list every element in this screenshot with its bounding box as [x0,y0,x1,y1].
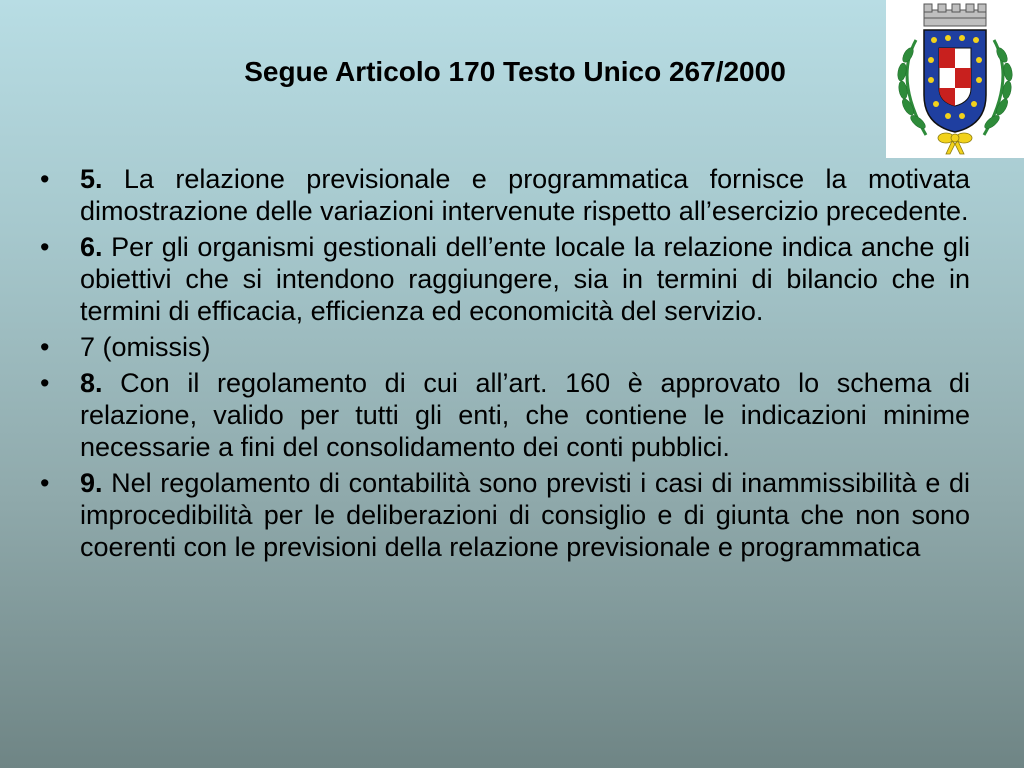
item-text: Per gli organismi gestionali dell’ente locale la relazione indica anche gli obiettivi che si intendono raggiungere, sia in termini di bilancio che in termini di efficacia, efficienza ed economicità del servizio. [80,232,970,326]
list-item [40,231,970,327]
bullet-marker: • [40,232,50,262]
list-item [40,163,970,227]
municipal-coat-of-arms [886,0,1024,158]
bullet-marker: • [40,468,50,498]
bullet-list [40,163,970,567]
bullet-marker: • [40,368,50,398]
item-text: Con il regolamento di cui all’art. 160 è approvato lo schema di relazione, valido per tutti gli enti, che contiene le indicazioni minime necessarie a fini del consolidamento dei conti pubblici. [80,368,970,462]
bullet-marker: • [40,332,50,362]
list-item [40,467,970,563]
item-number: 9. [80,468,103,498]
item-number: 6. [80,232,103,262]
item-text: La relazione previsionale e programmatica fornisce la motivata dimostrazione delle variazioni intervenute rispetto all’esercizio precedente. [80,164,970,226]
item-text: 7 (omissis) [80,332,211,362]
list-item [40,367,970,463]
slide-title: Segue Articolo 170 Testo Unico 267/2000 [244,56,786,87]
item-number: 8. [80,368,103,398]
item-text: Nel regolamento di contabilità sono previsti i casi di inammissibilità e di improcedibilità per le deliberazioni di consiglio e di giunta che non sono coerenti con le previsioni della relazione previsionale e programmatica [80,468,970,562]
list-item [40,331,970,363]
item-number: 5. [80,164,103,194]
bullet-marker: • [40,164,50,194]
